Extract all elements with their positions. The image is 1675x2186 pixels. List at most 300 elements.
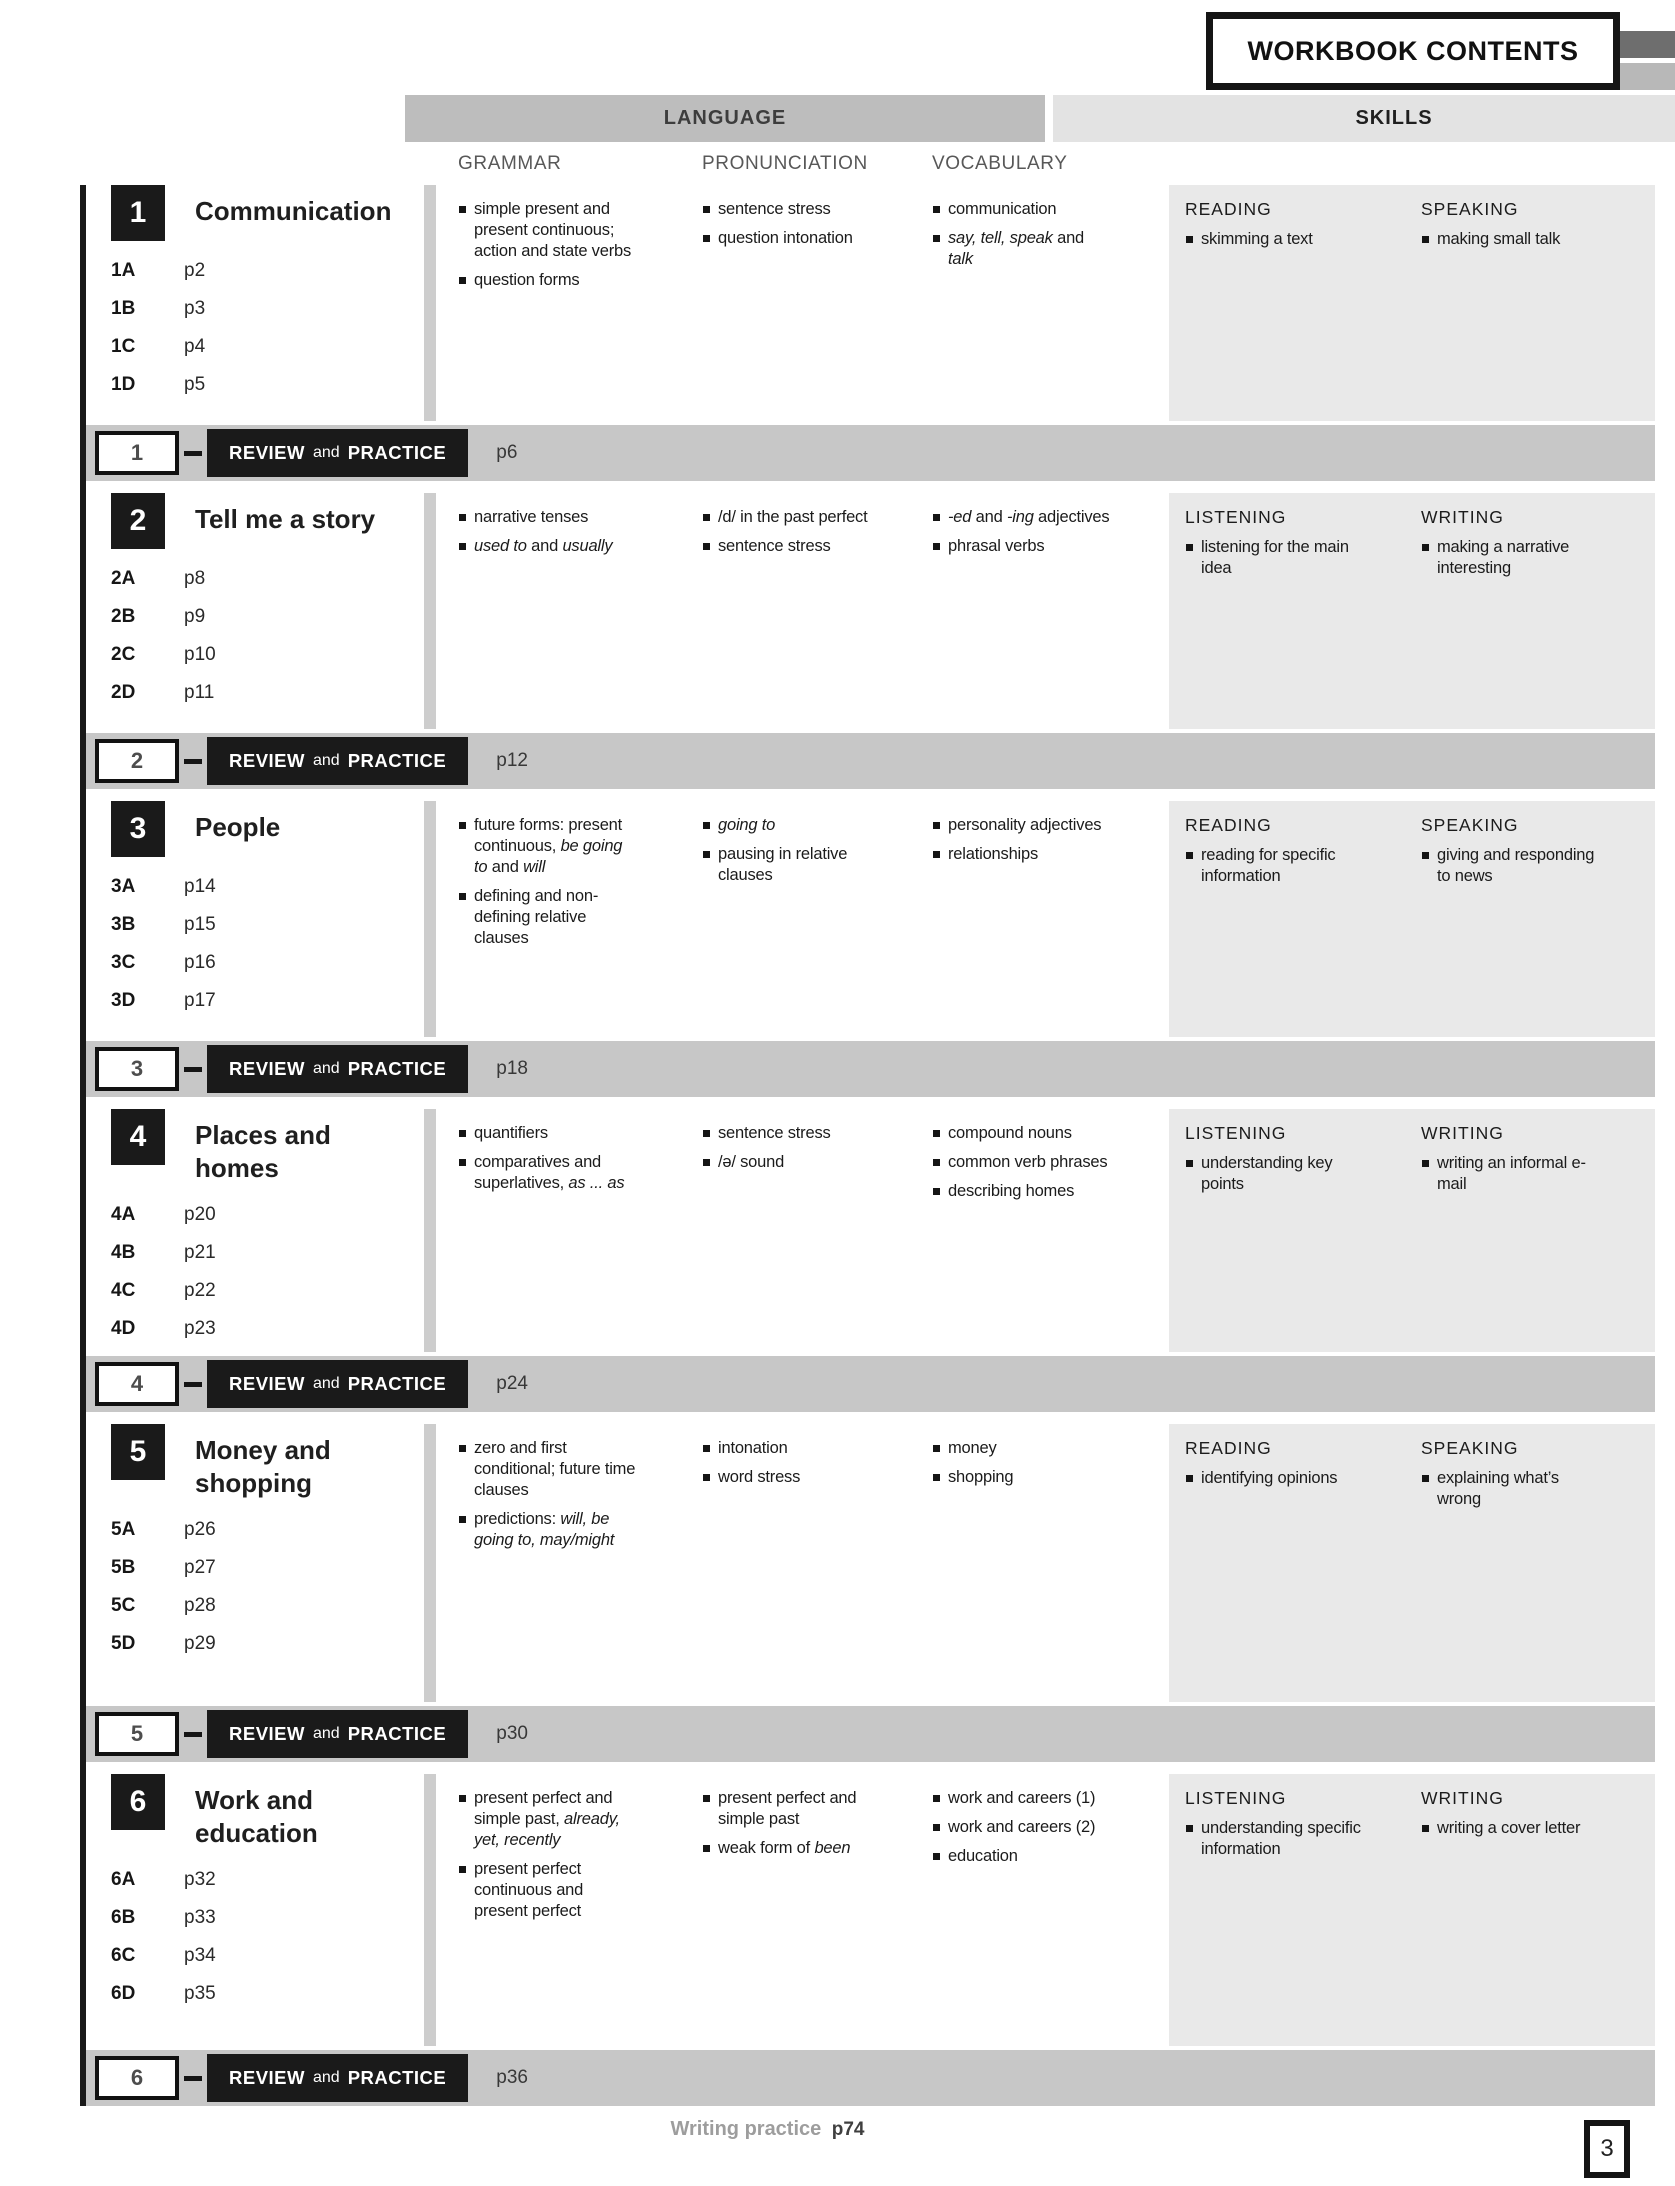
review-word-and: and	[312, 1375, 340, 1392]
lesson-list	[111, 1203, 414, 1342]
review-label-box	[207, 429, 468, 477]
grammar-column	[436, 493, 694, 729]
grammar-items	[458, 1123, 664, 1194]
skill-heading: SPEAKING	[1421, 815, 1519, 835]
bullet-item: present perfect and simple past, already, yet, recently	[458, 1788, 636, 1851]
pronunciation-items	[702, 1438, 894, 1488]
page-header	[80, 0, 1675, 142]
unit-row	[86, 185, 1655, 421]
column-divider	[424, 1109, 436, 1352]
bullet-item: describing homes	[932, 1181, 1110, 1202]
bullet-item: communication	[932, 199, 1110, 220]
bullet-item: personality adjectives	[932, 815, 1110, 836]
vocabulary-column	[924, 1774, 1159, 2046]
lesson-page: p16	[184, 952, 216, 973]
grammar-items	[458, 1788, 664, 1922]
lesson-row	[111, 335, 414, 360]
bullet-item: defining and non-defining relative clauses	[458, 886, 636, 949]
pronunciation-column	[694, 801, 924, 1037]
pronunciation-items	[702, 199, 894, 249]
grammar-items	[458, 507, 664, 557]
vocabulary-column	[924, 493, 1159, 729]
grammar-column	[436, 1774, 694, 2046]
pronunciation-items	[702, 815, 894, 886]
review-number-box: 6	[95, 2056, 179, 2100]
unit-info	[86, 1774, 424, 2046]
lesson-page: p34	[184, 1945, 216, 1966]
bullet-item: comparatives and superlatives, as ... as	[458, 1152, 636, 1194]
unit-row	[86, 1774, 1655, 2046]
bullet-item: sentence stress	[702, 536, 880, 557]
bullet-item: /d/ in the past perfect	[702, 507, 880, 528]
lesson-label: 5A	[111, 1519, 136, 1540]
bullet-item: used to and usually	[458, 536, 636, 557]
review-connector	[184, 1067, 202, 1072]
unit-section	[86, 1424, 1655, 1762]
lesson-label: 6B	[111, 1907, 136, 1928]
lesson-label: 6C	[111, 1945, 136, 1966]
unit-number-box: 5	[111, 1424, 165, 1480]
bullet-item: shopping	[932, 1467, 1110, 1488]
unit-number-box: 3	[111, 801, 165, 857]
grammar-column	[436, 801, 694, 1037]
bullet-item: predictions: will, be going to, may/might	[458, 1509, 636, 1551]
lesson-label: 1D	[111, 374, 136, 395]
unit-number-box: 2	[111, 493, 165, 549]
column-gap	[1159, 801, 1169, 1037]
units-container	[80, 185, 1655, 2106]
bullet-item: question intonation	[702, 228, 880, 249]
lesson-row	[111, 1518, 414, 1543]
unit-title: Places and homes	[195, 1120, 331, 1183]
pronunciation-column	[694, 1774, 924, 2046]
page-title: WORKBOOK CONTENTS	[1247, 35, 1579, 66]
unit-head	[111, 185, 414, 241]
grammar-column	[436, 1424, 694, 1702]
bullet-item: word stress	[702, 1467, 880, 1488]
unit-head	[111, 493, 414, 549]
unit-title: Communication	[195, 196, 392, 226]
lesson-row	[111, 1203, 414, 1228]
lesson-page: p28	[184, 1595, 216, 1616]
grammar-items	[458, 815, 664, 949]
lesson-row	[111, 259, 414, 284]
review-word-practice: PRACTICE	[347, 1058, 447, 1079]
vocabulary-column	[924, 185, 1159, 421]
lesson-page: p2	[184, 260, 206, 281]
skill-heading: READING	[1185, 815, 1272, 835]
unit-section	[86, 1109, 1655, 1412]
review-label-box	[207, 1045, 468, 1093]
skill-item-list	[1421, 537, 1645, 579]
vocabulary-items	[932, 1438, 1129, 1488]
lesson-row	[111, 1906, 414, 1931]
review-word-practice: PRACTICE	[347, 442, 447, 463]
grammar-column	[436, 1109, 694, 1352]
review-label-box	[207, 2054, 468, 2102]
lesson-label: 3B	[111, 914, 136, 935]
pronunciation-items	[702, 1123, 894, 1173]
lesson-row	[111, 297, 414, 322]
lesson-label: 1A	[111, 260, 136, 281]
lesson-page: p4	[184, 336, 206, 357]
lesson-page: p33	[184, 1907, 216, 1928]
skills-panel	[1169, 801, 1655, 1037]
review-page-ref: p24	[496, 1373, 528, 1394]
pronunciation-items	[702, 507, 894, 557]
column-headers-row	[80, 142, 1655, 185]
pronunciation-column	[694, 493, 924, 729]
pronunciation-column	[694, 1424, 924, 1702]
skill-item: understanding key points	[1185, 1153, 1363, 1195]
column-divider	[424, 493, 436, 729]
lesson-page: p14	[184, 876, 216, 897]
vocabulary-column	[924, 1424, 1159, 1702]
unit-number-box: 6	[111, 1774, 165, 1830]
unit-section	[86, 185, 1655, 481]
pronunciation-column	[694, 185, 924, 421]
lesson-page: p5	[184, 374, 206, 395]
bullet-item: intonation	[702, 1438, 880, 1459]
review-page-ref: p30	[496, 1723, 528, 1744]
lesson-label: 3A	[111, 876, 136, 897]
bullet-item: going to	[702, 815, 880, 836]
skill-column	[1185, 815, 1421, 887]
skills-panel	[1169, 493, 1655, 729]
review-word-and: and	[312, 444, 340, 461]
skill-item: writing an informal e-mail	[1421, 1153, 1599, 1195]
review-word-review: REVIEW	[229, 2067, 305, 2088]
skill-column	[1421, 1123, 1645, 1195]
review-connector	[184, 2076, 202, 2081]
bullet-item: question forms	[458, 270, 636, 291]
vocabulary-items	[932, 1788, 1129, 1867]
skill-item-list	[1185, 845, 1421, 887]
lesson-page: p35	[184, 1983, 216, 2004]
bullet-item: present perfect continuous and present perfect	[458, 1859, 636, 1922]
review-number-box: 1	[95, 431, 179, 475]
skill-item: identifying opinions	[1185, 1468, 1363, 1489]
skill-column	[1421, 1788, 1645, 1860]
skill-heading: SPEAKING	[1421, 1438, 1519, 1458]
vocabulary-items	[932, 1123, 1129, 1202]
review-bar	[86, 425, 1655, 481]
skills-panel	[1169, 185, 1655, 421]
grammar-items	[458, 1438, 664, 1551]
lesson-label: 3C	[111, 952, 136, 973]
lesson-list	[111, 567, 414, 706]
unit-section	[86, 493, 1655, 789]
lesson-label: 2A	[111, 568, 136, 589]
review-page-ref: p18	[496, 1058, 528, 1079]
writing-practice-label: Writing practice	[670, 2118, 822, 2140]
lesson-label: 2C	[111, 644, 136, 665]
review-word-and: and	[312, 752, 340, 769]
skills-header-bar	[1053, 95, 1675, 142]
grammar-items	[458, 199, 664, 291]
skill-column	[1421, 1438, 1645, 1510]
lesson-row	[111, 1556, 414, 1581]
unit-row	[86, 1424, 1655, 1702]
review-label-box	[207, 1360, 468, 1408]
review-connector	[184, 1382, 202, 1387]
review-word-review: REVIEW	[229, 1723, 305, 1744]
bullet-item: weak form of been	[702, 1838, 880, 1859]
review-connector	[184, 759, 202, 764]
bullet-item: compound nouns	[932, 1123, 1110, 1144]
skill-heading: LISTENING	[1185, 507, 1287, 527]
unit-head	[111, 1424, 414, 1500]
review-bar	[86, 1356, 1655, 1412]
review-connector	[184, 451, 202, 456]
review-number-box: 5	[95, 1712, 179, 1756]
lesson-row	[111, 1317, 414, 1342]
bullet-item: pausing in relative clauses	[702, 844, 880, 886]
column-gap	[1159, 1424, 1169, 1702]
lesson-label: 5D	[111, 1633, 136, 1654]
skill-item: listening for the main idea	[1185, 537, 1363, 579]
skill-heading: READING	[1185, 199, 1272, 219]
lesson-page: p15	[184, 914, 216, 935]
workbook-contents-title-box	[1206, 12, 1620, 90]
lesson-page: p21	[184, 1242, 216, 1263]
skill-item: explaining what’s wrong	[1421, 1468, 1599, 1510]
review-connector	[184, 1732, 202, 1737]
skill-item: making small talk	[1421, 229, 1599, 250]
review-word-practice: PRACTICE	[347, 750, 447, 771]
page-number-box	[1584, 2120, 1630, 2178]
review-number-box: 2	[95, 739, 179, 783]
unit-section	[86, 801, 1655, 1097]
review-word-review: REVIEW	[229, 1058, 305, 1079]
bullet-item: sentence stress	[702, 1123, 880, 1144]
lesson-label: 2D	[111, 682, 136, 703]
skill-column	[1421, 815, 1645, 887]
skills-columns	[1185, 1438, 1645, 1510]
bullet-item: simple present and present continuous; action and state verbs	[458, 199, 636, 262]
unit-title: Tell me a story	[195, 504, 376, 534]
writing-practice-page: p74	[831, 2119, 865, 2140]
pronunciation-column-header: PRONUNCIATION	[702, 152, 868, 174]
language-header-label: LANGUAGE	[663, 107, 787, 129]
bullet-item: money	[932, 1438, 1110, 1459]
skill-item: reading for specific information	[1185, 845, 1363, 887]
skills-columns	[1185, 507, 1645, 579]
skills-header-label: SKILLS	[1355, 107, 1433, 129]
vocabulary-column	[924, 801, 1159, 1037]
lesson-row	[111, 605, 414, 630]
skill-column	[1185, 507, 1421, 579]
bullet-item: education	[932, 1846, 1110, 1867]
lesson-label: 5B	[111, 1557, 136, 1578]
skill-item-list	[1421, 229, 1645, 250]
vocabulary-items	[932, 199, 1129, 270]
bullet-item: say, tell, speak and talk	[932, 228, 1110, 270]
skill-item-list	[1421, 1468, 1645, 1510]
skill-column	[1421, 199, 1645, 250]
lesson-row	[111, 913, 414, 938]
review-word-review: REVIEW	[229, 1373, 305, 1394]
review-bar	[86, 1706, 1655, 1762]
lesson-row	[111, 1594, 414, 1619]
unit-number-box: 4	[111, 1109, 165, 1165]
unit-row	[86, 493, 1655, 729]
skill-item-list	[1421, 845, 1645, 887]
skill-item: writing a cover letter	[1421, 1818, 1599, 1839]
unit-info	[86, 1424, 424, 1702]
lesson-list	[111, 1518, 414, 1657]
skill-column	[1185, 199, 1421, 250]
review-number-box: 4	[95, 1362, 179, 1406]
vocabulary-items	[932, 815, 1129, 865]
lesson-page: p20	[184, 1204, 216, 1225]
review-word-practice: PRACTICE	[347, 2067, 447, 2088]
lesson-page: p23	[184, 1318, 216, 1339]
page-number: 3	[1600, 2135, 1614, 2162]
lesson-page: p17	[184, 990, 216, 1011]
unit-title: People	[195, 812, 281, 842]
review-word-review: REVIEW	[229, 442, 305, 463]
skill-item: skimming a text	[1185, 229, 1363, 250]
language-header-bar	[405, 95, 1045, 142]
skills-panel	[1169, 1109, 1655, 1352]
vocabulary-column-header: VOCABULARY	[932, 152, 1068, 174]
skill-column	[1421, 507, 1645, 579]
vocabulary-items	[932, 507, 1129, 557]
lesson-label: 6D	[111, 1983, 136, 2004]
lesson-page: p27	[184, 1557, 216, 1578]
lesson-label: 4C	[111, 1280, 136, 1301]
lesson-label: 3D	[111, 990, 136, 1011]
unit-info	[86, 1109, 424, 1352]
lesson-label: 4B	[111, 1242, 136, 1263]
review-bar	[86, 733, 1655, 789]
skill-heading: LISTENING	[1185, 1788, 1287, 1808]
review-word-review: REVIEW	[229, 750, 305, 771]
skill-item-list	[1185, 229, 1421, 250]
vocabulary-column	[924, 1109, 1159, 1352]
lesson-row	[111, 1632, 414, 1657]
unit-info	[86, 493, 424, 729]
skill-heading: WRITING	[1421, 1788, 1504, 1808]
unit-row	[86, 801, 1655, 1037]
lesson-row	[111, 643, 414, 668]
lesson-list	[111, 875, 414, 1014]
lesson-row	[111, 1944, 414, 1969]
skill-item-list	[1185, 1153, 1421, 1195]
bullet-item: /ə/ sound	[702, 1152, 880, 1173]
bullet-item: future forms: present continuous, be going to and will	[458, 815, 636, 878]
skill-item-list	[1421, 1818, 1645, 1839]
review-label-box	[207, 737, 468, 785]
lesson-page: p3	[184, 298, 206, 319]
bullet-item: present perfect and simple past	[702, 1788, 880, 1830]
lesson-label: 1C	[111, 336, 136, 357]
skill-heading: LISTENING	[1185, 1123, 1287, 1143]
skill-heading: SPEAKING	[1421, 199, 1519, 219]
review-word-practice: PRACTICE	[347, 1373, 447, 1394]
lesson-page: p11	[184, 682, 215, 703]
lesson-label: 2B	[111, 606, 136, 627]
lesson-row	[111, 373, 414, 398]
review-page-ref: p6	[496, 442, 518, 463]
lesson-label: 4D	[111, 1318, 136, 1339]
column-divider	[424, 1774, 436, 2046]
lesson-row	[111, 989, 414, 1014]
review-word-practice: PRACTICE	[347, 1723, 447, 1744]
skill-item-list	[1185, 537, 1421, 579]
lesson-row	[111, 875, 414, 900]
lesson-row	[111, 1982, 414, 2007]
skill-item-list	[1421, 1153, 1645, 1195]
review-bar	[86, 1041, 1655, 1097]
review-word-and: and	[312, 2069, 340, 2086]
column-gap	[1159, 1109, 1169, 1352]
skill-item: making a narrative interesting	[1421, 537, 1599, 579]
unit-title: Work and education	[195, 1785, 318, 1848]
review-bar	[86, 2050, 1655, 2106]
bullet-item: zero and first conditional; future time clauses	[458, 1438, 636, 1501]
unit-number-box: 1	[111, 185, 165, 241]
skill-column	[1185, 1123, 1421, 1195]
column-gap	[1159, 493, 1169, 729]
pronunciation-column	[694, 1109, 924, 1352]
bullet-item: narrative tenses	[458, 507, 636, 528]
unit-row	[86, 1109, 1655, 1352]
pronunciation-items	[702, 1788, 894, 1859]
lesson-label: 4A	[111, 1204, 136, 1225]
skill-column	[1185, 1788, 1421, 1860]
lesson-page: p22	[184, 1280, 216, 1301]
bullet-item: relationships	[932, 844, 1110, 865]
column-divider	[424, 1424, 436, 1702]
lesson-row	[111, 1241, 414, 1266]
bullet-item: work and careers (2)	[932, 1817, 1110, 1838]
lesson-label: 5C	[111, 1595, 136, 1616]
lesson-row	[111, 567, 414, 592]
bullet-item: common verb phrases	[932, 1152, 1110, 1173]
skill-heading: WRITING	[1421, 1123, 1504, 1143]
lesson-page: p10	[184, 644, 216, 665]
bullet-item: sentence stress	[702, 199, 880, 220]
skills-panel	[1169, 1424, 1655, 1702]
review-page-ref: p36	[496, 2067, 528, 2088]
skill-column	[1185, 1438, 1421, 1510]
grammar-column	[436, 185, 694, 421]
skills-panel	[1169, 1774, 1655, 2046]
column-gap	[1159, 185, 1169, 421]
lesson-page: p26	[184, 1519, 216, 1540]
lesson-list	[111, 1868, 414, 2007]
lesson-row	[111, 681, 414, 706]
skill-heading: READING	[1185, 1438, 1272, 1458]
skills-columns	[1185, 199, 1645, 250]
skill-item: understanding specific information	[1185, 1818, 1363, 1860]
writing-practice-line	[0, 2118, 1565, 2141]
review-number-box: 3	[95, 1047, 179, 1091]
unit-head	[111, 1109, 414, 1185]
bullet-item: phrasal verbs	[932, 536, 1110, 557]
unit-info	[86, 801, 424, 1037]
bullet-item: -ed and -ing adjectives	[932, 507, 1110, 528]
lesson-label: 1B	[111, 298, 136, 319]
column-divider	[424, 801, 436, 1037]
unit-info	[86, 185, 424, 421]
bullet-item: work and careers (1)	[932, 1788, 1110, 1809]
corner-tab-dark	[1618, 31, 1675, 58]
unit-head	[111, 1774, 414, 1850]
corner-tab-light	[1618, 63, 1675, 90]
